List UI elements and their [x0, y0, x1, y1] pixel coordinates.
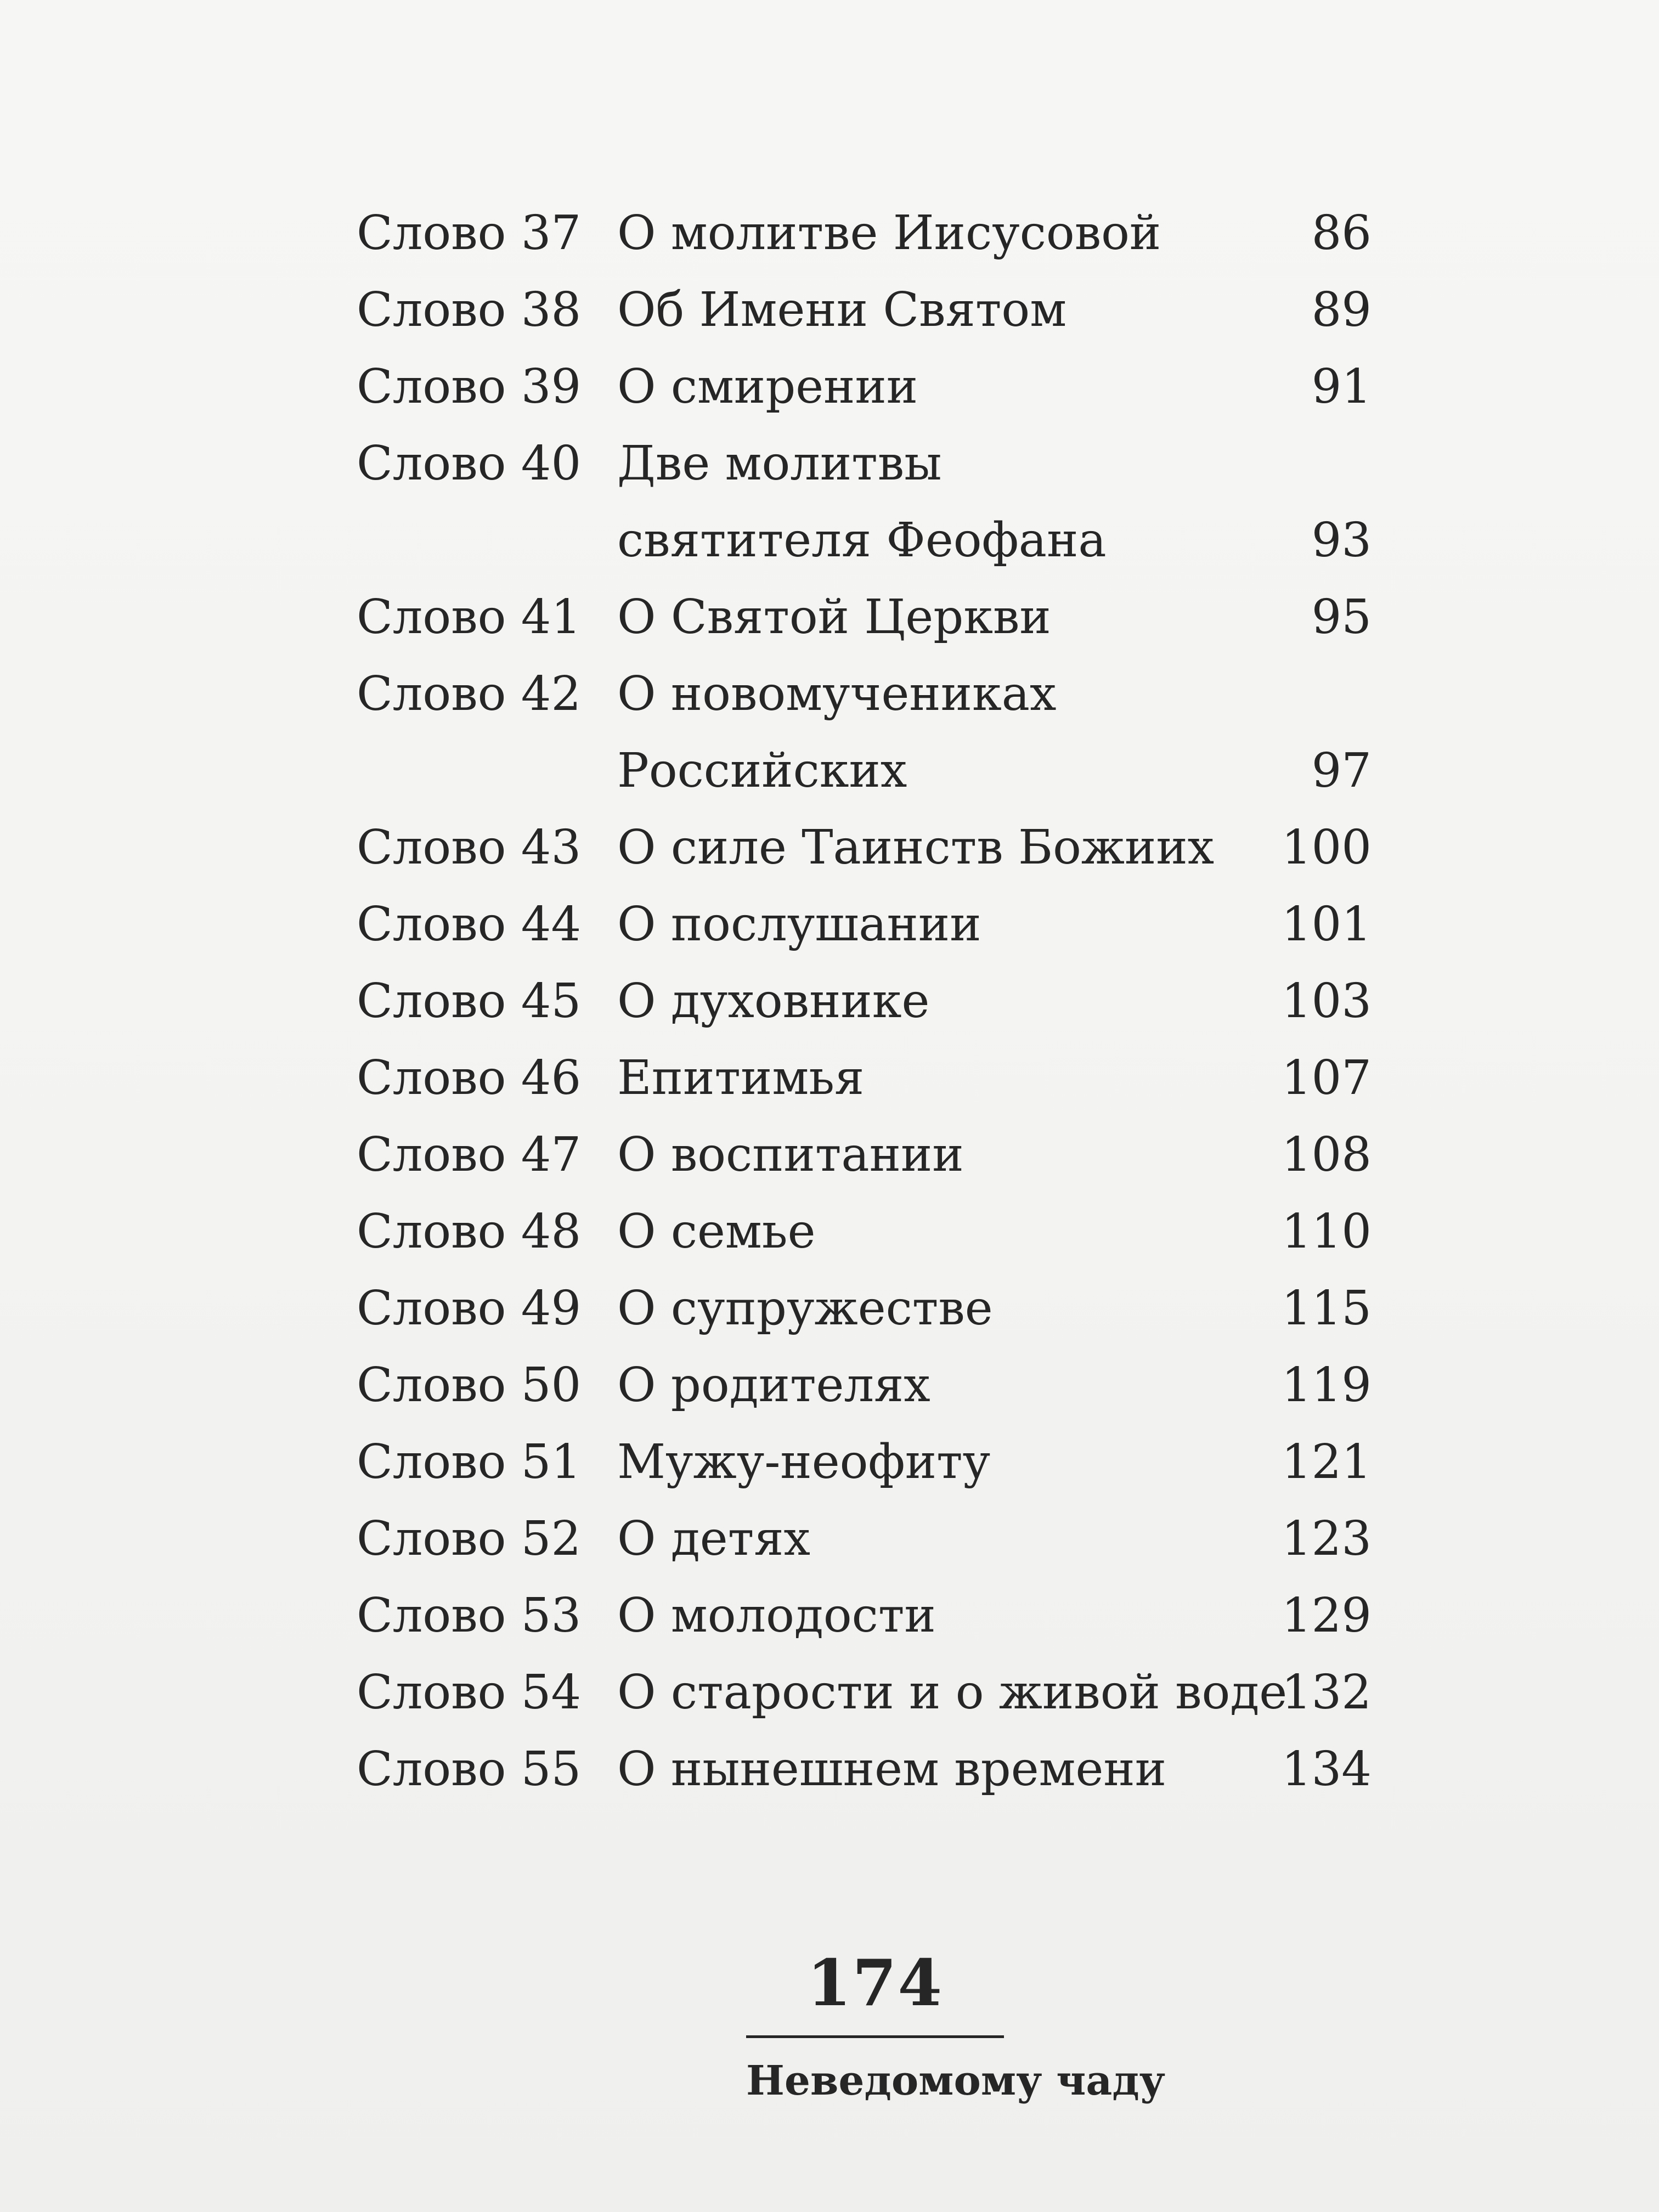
toc-entry: [357, 502, 1372, 579]
toc-entry: [357, 809, 1372, 886]
toc-entry-label: Слово 55: [357, 1742, 582, 1797]
toc-entry-title: Об Имени Святом: [617, 283, 1067, 337]
toc-entry-label: Слово 42: [357, 667, 582, 721]
toc-entry-title: О молитве Иисусовой: [617, 206, 1161, 261]
toc-entry-label: Слово 45: [357, 974, 582, 1029]
toc-entry: [357, 1654, 1372, 1731]
toc-entry-title: О родителях: [617, 1358, 930, 1413]
toc-entry-page: 129: [1281, 1588, 1372, 1643]
toc-entry-page: 121: [1281, 1435, 1372, 1489]
toc-entry-label: Слово 46: [357, 1051, 582, 1105]
toc-entry: [357, 348, 1372, 425]
toc-entry: [357, 425, 1372, 502]
toc-entry-label: Слово 44: [357, 897, 582, 952]
toc-entry: [357, 1270, 1372, 1347]
toc-entry-page: 91: [1311, 359, 1372, 414]
toc-entry: [357, 656, 1372, 732]
toc-entry-page: 134: [1281, 1742, 1372, 1797]
toc-entry-title: О послушании: [617, 897, 981, 952]
toc-entry-title: Российских: [617, 743, 907, 798]
toc-entry-page: 93: [1311, 513, 1372, 568]
toc-entry-label: Слово 51: [357, 1435, 582, 1489]
toc-entry-page: 95: [1311, 590, 1372, 645]
toc-entry-title: О воспитании: [617, 1127, 964, 1182]
toc-entry: [357, 963, 1372, 1040]
table-of-contents: [357, 195, 1372, 1808]
toc-entry: [357, 732, 1372, 809]
toc-entry-label: Слово 39: [357, 359, 582, 414]
toc-entry-label: Слово 48: [357, 1204, 582, 1259]
toc-entry-title: святителя Феофана: [617, 513, 1107, 568]
toc-entry: [357, 886, 1372, 963]
toc-entry-title: О Святой Церкви: [617, 590, 1051, 645]
toc-entry-title: О супружестве: [617, 1281, 993, 1336]
toc-entry-title: Две молитвы: [617, 436, 942, 491]
toc-entry-title: О молодости: [617, 1588, 936, 1643]
footer-rule: [746, 2035, 1004, 2038]
toc-entry-label: Слово 49: [357, 1281, 582, 1336]
running-head: Неведомому чаду: [746, 2057, 1166, 2104]
toc-entry-label: Слово 47: [357, 1127, 582, 1182]
toc-entry-page: 97: [1311, 743, 1372, 798]
toc-entry-title: О силе Таинств Божиих: [617, 820, 1215, 875]
toc-entry-label: Слово 53: [357, 1588, 582, 1643]
page-footer: [746, 1942, 1166, 2108]
toc-entry: [357, 195, 1372, 272]
toc-entry-page: 103: [1281, 974, 1372, 1029]
toc-entry-label: Слово 38: [357, 283, 582, 337]
toc-entry-page: 123: [1281, 1511, 1372, 1566]
toc-entry: [357, 1731, 1372, 1808]
toc-entry-page: 119: [1281, 1358, 1372, 1413]
toc-entry-page: 101: [1281, 897, 1372, 952]
toc-entry: [357, 579, 1372, 656]
toc-entry-label: Слово 50: [357, 1358, 582, 1413]
toc-entry-label: Слово 37: [357, 206, 582, 261]
toc-entry-title: О новомучениках: [617, 667, 1057, 721]
toc-entry-page: 107: [1281, 1051, 1372, 1105]
toc-entry-page: 110: [1281, 1204, 1372, 1259]
toc-entry-label: Слово 52: [357, 1511, 582, 1566]
toc-entry-page: 115: [1281, 1281, 1372, 1336]
toc-entry-title: О старости и о живой воде: [617, 1665, 1288, 1720]
toc-entry: [357, 1040, 1372, 1116]
toc-entry: [357, 1500, 1372, 1577]
toc-entry-title: Епитимья: [617, 1051, 865, 1105]
toc-entry-title: Мужу-неофиту: [617, 1435, 991, 1489]
toc-entry: [357, 1424, 1372, 1500]
toc-entry-label: Слово 41: [357, 590, 582, 645]
toc-entry-page: 108: [1281, 1127, 1372, 1182]
page-number: 174: [806, 1946, 944, 2021]
toc-entry-title: О духовнике: [617, 974, 930, 1029]
toc-entry: [357, 1347, 1372, 1424]
toc-entry-title: О семье: [617, 1204, 816, 1259]
toc-entry-page: 132: [1281, 1665, 1372, 1720]
toc-entry-title: О детях: [617, 1511, 811, 1566]
toc-entry-title: О нынешнем времени: [617, 1742, 1167, 1797]
toc-entry: [357, 1193, 1372, 1270]
toc-entry-label: Слово 43: [357, 820, 582, 875]
toc-entry-page: 86: [1311, 206, 1372, 261]
toc-entry: [357, 1577, 1372, 1654]
toc-entry-label: Слово 54: [357, 1665, 582, 1720]
toc-entry-page: 89: [1311, 283, 1372, 337]
toc-entry-page: 100: [1281, 820, 1372, 875]
toc-entry-label: Слово 40: [357, 436, 582, 491]
toc-entry-title: О смирении: [617, 359, 918, 414]
toc-entry: [357, 1116, 1372, 1193]
toc-entry: [357, 272, 1372, 348]
